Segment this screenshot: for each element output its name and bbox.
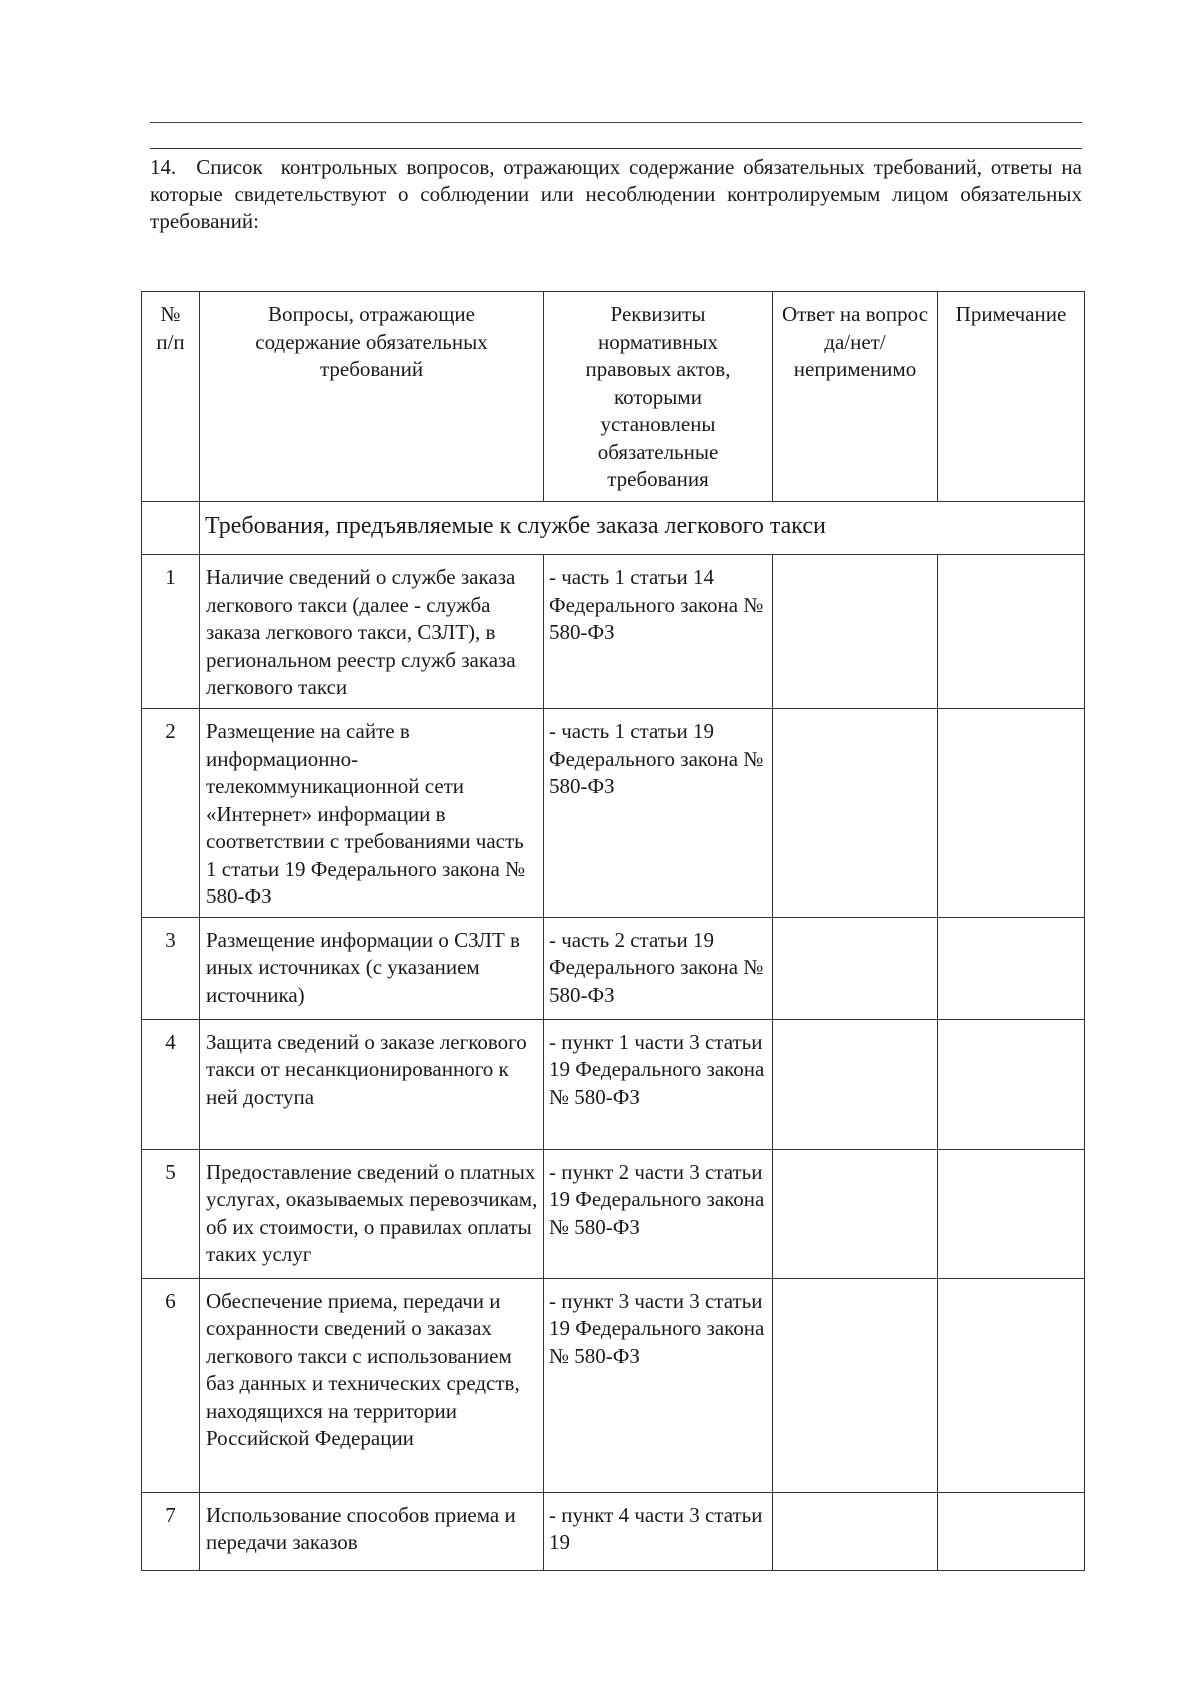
row-number: 6 bbox=[142, 1278, 200, 1492]
row-answer bbox=[773, 1492, 938, 1570]
row-answer bbox=[773, 1278, 938, 1492]
row-requisites: - часть 2 статьи 19 Федерального закона № 580-ФЗ bbox=[544, 917, 773, 1019]
row-note bbox=[938, 709, 1085, 918]
second-rule bbox=[150, 148, 1082, 149]
table-row bbox=[142, 709, 1085, 918]
table-row bbox=[142, 555, 1085, 709]
row-answer bbox=[773, 709, 938, 918]
row-question: Использование способов приема и передачи заказов bbox=[200, 1492, 544, 1570]
row-number: 5 bbox=[142, 1149, 200, 1278]
row-question: Обеспечение приема, передачи и сохранности сведений о заказах легкового такси с использованием баз данных и технических средств, находящихся на территории Российской Федерации bbox=[200, 1278, 544, 1492]
top-rule bbox=[150, 122, 1082, 123]
table-row bbox=[142, 1492, 1085, 1570]
row-question: Размещение информации о СЗЛТ в иных источниках (с указанием источника) bbox=[200, 917, 544, 1019]
table-row bbox=[142, 1149, 1085, 1278]
row-requisites: - пункт 1 части 3 статьи 19 Федерального закона № 580-ФЗ bbox=[544, 1019, 773, 1149]
row-question: Предоставление сведений о платных услугах, оказываемых перевозчикам, об их стоимости, о правилах оплаты таких услуг bbox=[200, 1149, 544, 1278]
section-intro bbox=[150, 154, 1082, 235]
section-empty-cell bbox=[142, 502, 200, 555]
row-question: Наличие сведений о службе заказа легкового такси (далее - служба заказа легкового такси, СЗЛТ), в региональном реестр служб заказа легкового такси bbox=[200, 555, 544, 709]
header-note: Примечание bbox=[938, 292, 1085, 502]
row-answer bbox=[773, 1019, 938, 1149]
row-note bbox=[938, 1492, 1085, 1570]
section-text: контрольных вопросов, отражающих содержание обязательных требований, ответы на которые свидетельствуют о соблюдении или несоблюдении контролируемым лицом обязательных требований: bbox=[150, 155, 1082, 233]
section-title-cell bbox=[200, 502, 1085, 555]
row-requisites: - пункт 2 части 3 статьи 19 Федерального закона № 580-ФЗ bbox=[544, 1149, 773, 1278]
section-first-word: Список bbox=[196, 155, 263, 179]
row-number: 1 bbox=[142, 555, 200, 709]
row-note bbox=[938, 1149, 1085, 1278]
row-requisites: - пункт 4 части 3 статьи 19 bbox=[544, 1492, 773, 1570]
section-number: 14. bbox=[150, 155, 177, 179]
header-requisites: Реквизиты нормативных правовых актов, которыми установлены обязательные требования bbox=[544, 292, 773, 502]
row-question: Защита сведений о заказе легкового такси от несанкционированного к ней доступа bbox=[200, 1019, 544, 1149]
row-answer bbox=[773, 917, 938, 1019]
row-note bbox=[938, 917, 1085, 1019]
header-answer: Ответ на вопрос да/нет/ неприменимо bbox=[773, 292, 938, 502]
row-requisites: - часть 1 статьи 19 Федерального закона № 580-ФЗ bbox=[544, 709, 773, 918]
row-number: 7 bbox=[142, 1492, 200, 1570]
section-row bbox=[142, 502, 1085, 555]
row-answer bbox=[773, 1149, 938, 1278]
row-number: 3 bbox=[142, 917, 200, 1019]
row-number: 2 bbox=[142, 709, 200, 918]
header-num: № п/п bbox=[142, 292, 200, 502]
table-row bbox=[142, 1278, 1085, 1492]
checklist-table bbox=[141, 291, 1085, 1571]
row-note bbox=[938, 555, 1085, 709]
row-requisites: - часть 1 статьи 14 Федерального закона № 580-ФЗ bbox=[544, 555, 773, 709]
table-row bbox=[142, 917, 1085, 1019]
row-requisites: - пункт 3 части 3 статьи 19 Федерального закона № 580-ФЗ bbox=[544, 1278, 773, 1492]
row-answer bbox=[773, 555, 938, 709]
header-question: Вопросы, отражающие содержание обязательных требований bbox=[200, 292, 544, 502]
table-row bbox=[142, 1019, 1085, 1149]
row-note bbox=[938, 1019, 1085, 1149]
row-question: Размещение на сайте в информационно-телекоммуникационной сети «Интернет» информации в соответствии с требованиями часть 1 статьи 19 Федерального закона № 580-ФЗ bbox=[200, 709, 544, 918]
table-header-row bbox=[142, 292, 1085, 502]
section-title: Требования, предъявляемые к службе заказа легкового такси bbox=[205, 513, 826, 539]
row-note bbox=[938, 1278, 1085, 1492]
row-number: 4 bbox=[142, 1019, 200, 1149]
